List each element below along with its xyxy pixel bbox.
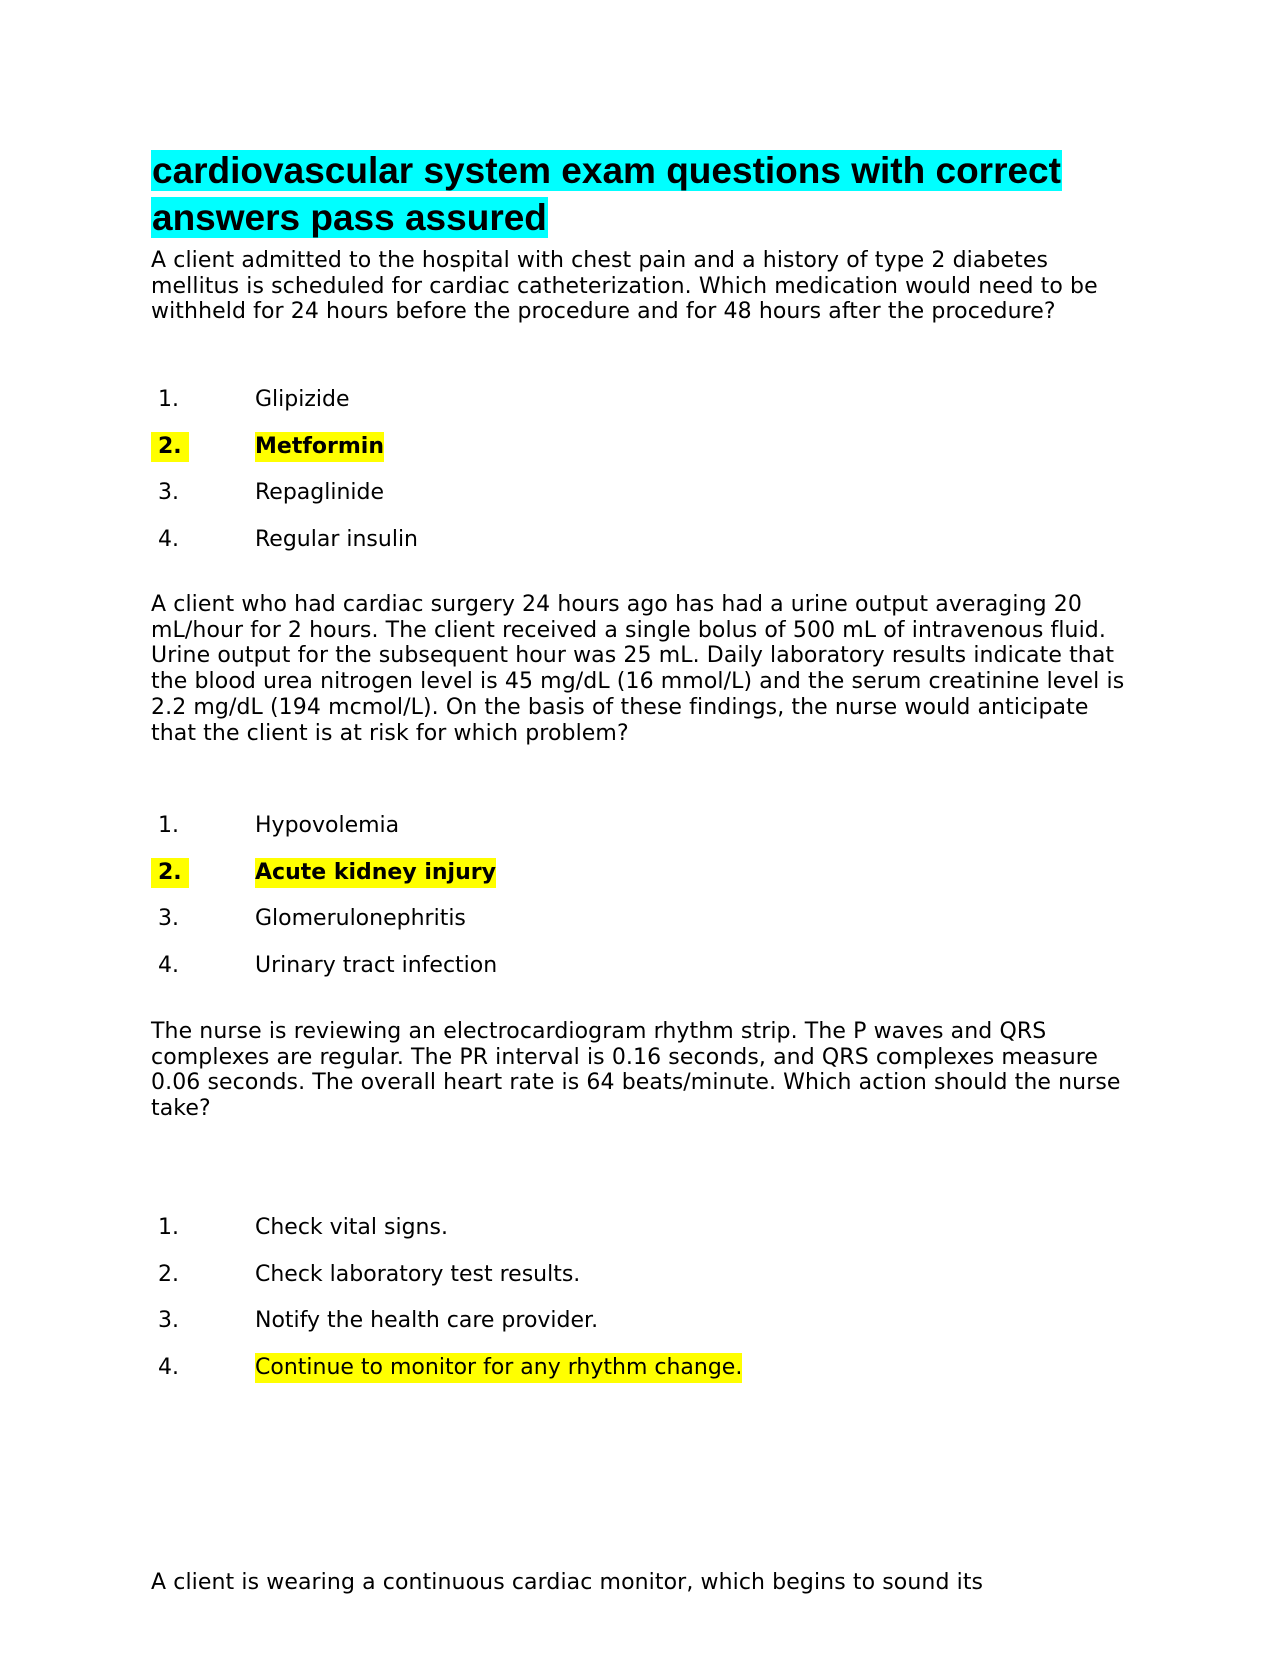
option-item xyxy=(151,1213,1051,1260)
title-line-1: cardiovascular system exam questions with correct xyxy=(152,150,1061,191)
option-item-correct xyxy=(151,432,1051,479)
option-text: Metformin xyxy=(255,432,384,462)
question-3-options xyxy=(151,1213,1051,1399)
option-number: 1. xyxy=(158,387,179,412)
option-text: Glomerulonephritis xyxy=(255,906,466,931)
option-number: 1. xyxy=(158,1215,179,1240)
option-item xyxy=(151,525,1051,572)
question-3-stem xyxy=(151,1019,1131,1122)
option-text: Hypovolemia xyxy=(255,813,400,838)
option-text: Check vital signs. xyxy=(255,1215,448,1240)
option-number: 2. xyxy=(151,858,189,888)
option-number: 2. xyxy=(151,432,189,462)
option-text: Urinary tract infection xyxy=(255,952,498,978)
question-2-stem-part-2: 2.2 mg/dL (194 mcmol/L). On the basis of these findings, the nurse would anticipate that the client is at risk for which problem? xyxy=(151,694,1089,746)
question-1-options xyxy=(151,385,1051,571)
question-2-stem xyxy=(151,592,1131,746)
title-line-2: answers pass assured xyxy=(152,197,547,238)
question-2-options xyxy=(151,811,1051,997)
question-1-stem: A client admitted to the hospital with chest pain and a history of type 2 diabetes mellitus is scheduled for cardiac catheterization. Which medication would need to be withheld for 24 hours before the procedure and for 48 hours after the procedure? xyxy=(151,248,1098,325)
title-highlight xyxy=(151,150,1062,238)
closing-question-stem: A client is wearing a continuous cardiac monitor, which begins to sound its xyxy=(151,1570,984,1595)
option-item xyxy=(151,478,1051,525)
option-text: Notify the health care provider. xyxy=(255,1308,599,1333)
option-text: Check laboratory test results. xyxy=(255,1261,581,1287)
option-number: 3. xyxy=(158,906,179,931)
option-item xyxy=(151,385,1051,432)
option-item xyxy=(151,811,1051,858)
option-text: Acute kidney injury xyxy=(255,858,496,888)
option-number: 3. xyxy=(158,480,179,505)
option-item xyxy=(151,951,1051,998)
option-text: Regular insulin xyxy=(255,526,419,552)
option-number: 1. xyxy=(158,813,179,838)
option-number: 4. xyxy=(158,952,179,978)
option-number: 4. xyxy=(158,1354,179,1380)
option-item xyxy=(151,1260,1051,1307)
option-number: 3. xyxy=(158,1308,179,1333)
document-title xyxy=(151,147,1091,241)
option-item xyxy=(151,1306,1051,1353)
question-2-stem-part-1: A client who had cardiac surgery 24 hours ago has had a urine output averaging 20 mL/hour for 2 hours. The client received a single bolus of 500 mL of intravenous fluid. Urine output for the subsequent hour was 25 mL. Daily laboratory results indicate that the blood urea nitrogen level is 45 mg/dL (16 mmol/L) and the serum creatinine level is xyxy=(151,592,1125,695)
option-number: 4. xyxy=(158,526,179,552)
question-3-stem-part-2: 0.06 seconds. The overall heart rate is 64 beats/minute. Which action should the nurse take? xyxy=(151,1070,1121,1122)
option-text: Glipizide xyxy=(255,387,350,412)
option-number: 2. xyxy=(158,1261,179,1287)
option-item xyxy=(151,904,1051,951)
option-item-correct xyxy=(151,858,1051,905)
option-item-correct xyxy=(151,1353,1051,1400)
option-text: Repaglinide xyxy=(255,480,385,505)
option-text: Continue to monitor for any rhythm change. xyxy=(255,1353,742,1383)
question-3-stem-part-1: The nurse is reviewing an electrocardiogram rhythm strip. The P waves and QRS complexes are regular. The PR interval is 0.16 seconds, and QRS complexes measure xyxy=(151,1019,1099,1070)
